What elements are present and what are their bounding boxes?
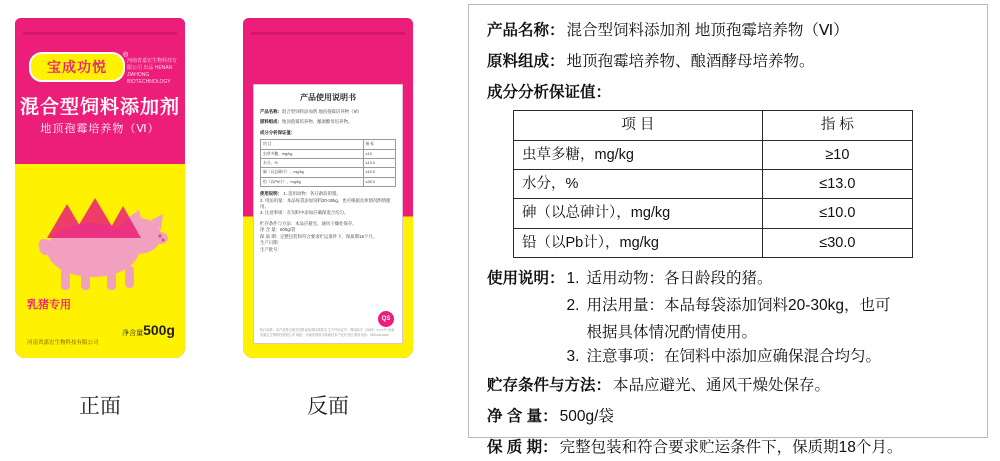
bag-back-line [260, 130, 396, 136]
table-cell: 铅（以Pb计），mg/kg [261, 177, 364, 186]
bag-back-usage-item: 2. 用法用量：本品每袋添加饲料20-30kg，也可根据具体情况酌情使用。 [260, 197, 391, 210]
net-weight-label: 净 含 量： [487, 408, 558, 426]
table-cell: ≥10 [363, 149, 395, 158]
product-bag-front [15, 18, 185, 358]
bag-front-subtitle: 地顶孢霉培养物（Ⅵ） [40, 123, 160, 135]
bag-back-line [260, 119, 396, 125]
table-cell: 水分，% [261, 159, 364, 168]
table-cell-value: ≥10 [762, 140, 912, 169]
caption-back: 反面 [307, 395, 349, 418]
bag-back-label-panel [253, 84, 403, 344]
net-weight-value: 500g/袋 [559, 408, 614, 426]
table-row [261, 159, 396, 168]
bag-back-line-label: 原料组成： [260, 119, 282, 125]
table-row [514, 169, 913, 198]
brand-logo: 宝成功悦 [29, 52, 125, 82]
table-row [514, 199, 913, 228]
bag-front-title: 混合型饲料添加剂 [19, 97, 180, 118]
bag-front-weight-value: 500g [143, 322, 175, 338]
usage-list [567, 267, 891, 372]
table-row [261, 149, 396, 158]
shelf-life-row [487, 436, 971, 460]
qs-certification-icon: QS [378, 311, 394, 327]
spec-table-title: 成分分析保证值： [487, 84, 612, 102]
bag-front-bottom-panel [15, 164, 185, 358]
bag-back-usage-label: 使用说明： [260, 191, 282, 197]
ingredients-row [487, 50, 971, 74]
bag-back-spec-table [260, 139, 396, 187]
bag-zipper-front [15, 18, 185, 44]
spec-sheet [468, 4, 988, 457]
table-cell-item: 铅（以Pb计），mg/kg [514, 228, 763, 257]
table-header-cell-item: 项 目 [514, 111, 763, 140]
bag-back-usage-item: 3. 注意事项：在饲料中添加应确保混合均匀。 [260, 210, 349, 216]
bag-back-panel-title: 产品使用说明书 [300, 93, 356, 102]
bag-back-storage: 贮存条件与方法：本品应避光、通风干燥处保存。 [260, 220, 357, 226]
table-header-row [514, 111, 913, 140]
product-name-value: 混合型饲料添加剂 地顶孢霉培养物（Ⅵ） [566, 22, 849, 39]
table-header-cell: 指 标 [363, 140, 395, 149]
table-header-cell: 项 目 [261, 140, 364, 149]
table-cell: 虫草多糖，mg/kg [261, 149, 364, 158]
table-cell-value: ≤30.0 [762, 228, 912, 257]
bag-back-line-label: 成分分析保证值： [260, 129, 296, 135]
storage-value: 本品应避光、通风干燥处保存。 [613, 377, 831, 395]
table-cell-value: ≤13.0 [762, 169, 912, 198]
product-name-label: 产品名称： [487, 22, 565, 39]
bag-zipper-back [243, 18, 413, 44]
ingredients-label: 原料组成： [487, 53, 565, 71]
ingredients-value: 地顶孢霉培养物、酿酒酵母培养物。 [566, 53, 815, 71]
brand-registered-icon: ® [123, 52, 129, 59]
bag-front-weight [122, 322, 175, 338]
usage-label: 使用说明： [487, 270, 565, 288]
table-row [514, 140, 913, 169]
usage-item [567, 267, 891, 291]
bag-front-flag-text: 乳猪专用 [27, 299, 71, 311]
bag-back-line-label: 产品名称： [260, 109, 282, 114]
table-row [261, 168, 396, 177]
pig-illustration-icon [27, 192, 175, 302]
usage-item-text: 用法用量：本品每袋添加饲料20-30kg，也可 [586, 297, 891, 315]
usage-item-text: 注意事项：在饲料中添加应确保混合均匀。 [586, 348, 882, 366]
bag-back-prod-date: 生产日期： [260, 240, 282, 246]
table-cell: ≤30.0 [363, 177, 395, 186]
bag-back-usage [260, 191, 396, 217]
usage-item-number: 2. [566, 297, 580, 315]
table-row [514, 228, 913, 257]
bag-back-net: 净 含 量：500g/袋 [260, 227, 296, 233]
bag-back-line [260, 109, 396, 115]
net-weight-row [487, 405, 971, 429]
bag-back-line-text: 地顶孢霉培养物、酿酒酵母培养物。 [281, 119, 353, 125]
bag-back-shelf: 保 质 期：完整包装和符合要求贮运条件下，保质期18个月。 [260, 233, 378, 239]
bag-front-company: 河南省嘉宏生物科技有限公司 [27, 340, 99, 346]
table-cell: 砷（以总砷计），mg/kg [261, 168, 364, 177]
usage-item [567, 345, 891, 369]
table-cell-item: 虫草多糖，mg/kg [514, 140, 763, 169]
shelf-life-label: 保 质 期： [487, 439, 558, 457]
usage-item-number: 3. [566, 348, 580, 366]
usage-item [567, 294, 891, 318]
caption-front: 正面 [79, 395, 121, 418]
bag-back-body [243, 44, 413, 358]
usage-item-continuation: 根据具体情况酌情使用。 [586, 324, 758, 342]
usage-section [487, 267, 971, 372]
bag-back-line-text: 混合型饲料添加剂 地顶孢霉培养物（Ⅵ） [281, 109, 362, 114]
table-row [261, 177, 396, 186]
brand-sub-text: 河南省嘉宏生物科技有限公司 出品 HENAN JIAHONG BIOTECHNOLOGY [127, 58, 178, 85]
bag-front-top-panel [15, 44, 185, 164]
table-header-cell-index: 指 标 [762, 111, 912, 140]
spec-table [513, 110, 913, 258]
table-cell-item: 砷（以总砷计），mg/kg [514, 199, 763, 228]
bag-back-footer: 执行标准：本产品符合相关饲料添加剂标准要求 生产许可证号：豫饲添字（2019）××××号 河南省嘉宏生物科技有限公司 地址：河南省郑州市高新技术产业开发区 服务电话：400-xxx-xxxx [260, 328, 395, 337]
usage-item-number: 1. [566, 270, 580, 288]
product-name-row [487, 19, 971, 43]
usage-item-text: 适用动物：各日龄段的猪。 [586, 270, 773, 288]
storage-row [487, 374, 971, 398]
bag-back-lines [254, 109, 402, 253]
shelf-life-value: 完整包装和符合要求贮运条件下，保质期18个月。 [559, 439, 903, 457]
table-row [261, 140, 396, 149]
product-bag-back [243, 18, 413, 358]
table-cell-item: 水分，% [514, 169, 763, 198]
product-photos [0, 0, 460, 450]
bag-front-weight-prefix: 净含量 [122, 330, 144, 337]
bag-back-usage-item: 1. 适用动物：各日龄段的猪。 [283, 191, 341, 197]
storage-label: 贮存条件与方法： [487, 377, 612, 395]
table-cell: ≤13.0 [363, 159, 395, 168]
table-cell: ≤10.0 [363, 168, 395, 177]
bag-back-batch: 生产批号： [260, 246, 282, 252]
table-cell-value: ≤10.0 [762, 199, 912, 228]
